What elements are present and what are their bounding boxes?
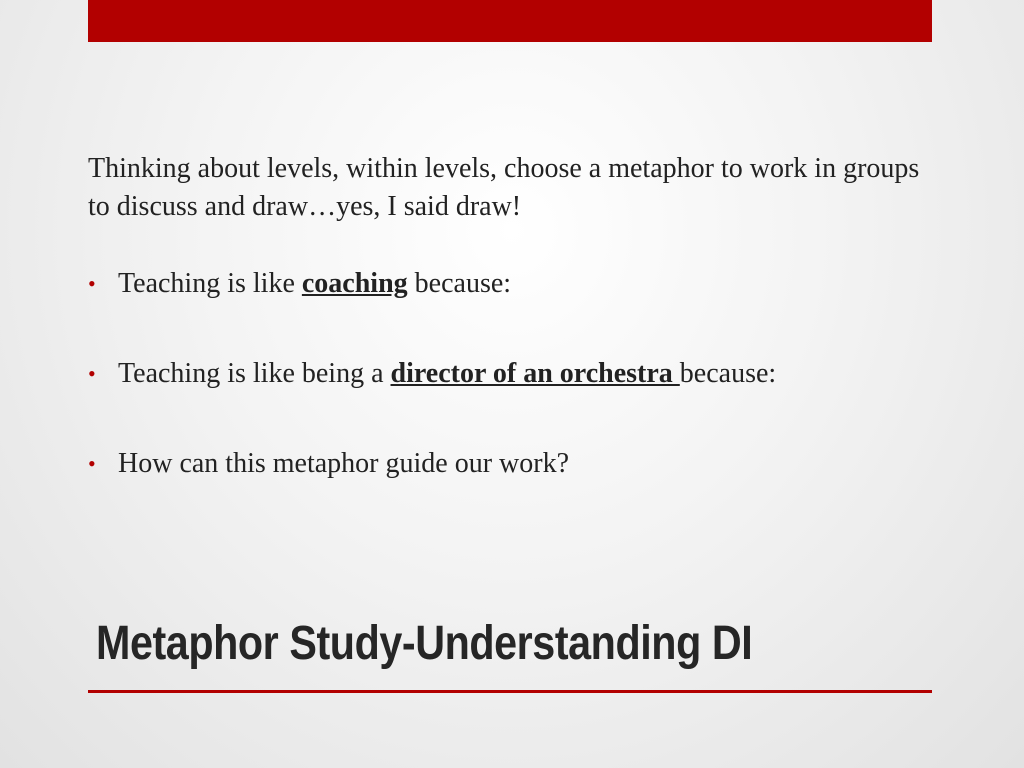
bullet-item-guide (88, 446, 938, 482)
bullet-text-before: Teaching is like being a (118, 358, 391, 389)
top-accent-bar (88, 0, 932, 42)
bullet-emphasis: director of an orchestra (390, 358, 680, 389)
bullet-list (88, 266, 938, 482)
bullet-text-after: because: (679, 358, 777, 389)
bullet-emphasis: coaching (301, 268, 408, 299)
bullet-dot-icon: • (88, 361, 96, 386)
bullet-dot-icon: • (88, 451, 96, 476)
bullet-item-coaching (88, 266, 938, 302)
bullet-text-after: because: (407, 268, 512, 299)
intro-paragraph: Thinking about levels, within levels, choose a metaphor to work in groups to discuss and draw…yes, I said draw! (88, 153, 920, 222)
bullet-text-before: Teaching is like (118, 268, 302, 299)
bullet-dot-icon: • (88, 271, 96, 296)
slide-title: Metaphor Study-Understanding DI (96, 617, 753, 670)
slide-body (88, 150, 938, 536)
bullet-item-orchestra (88, 356, 938, 392)
bullet-text: How can this metaphor guide our work? (118, 448, 569, 479)
title-underline-rule (88, 690, 932, 693)
